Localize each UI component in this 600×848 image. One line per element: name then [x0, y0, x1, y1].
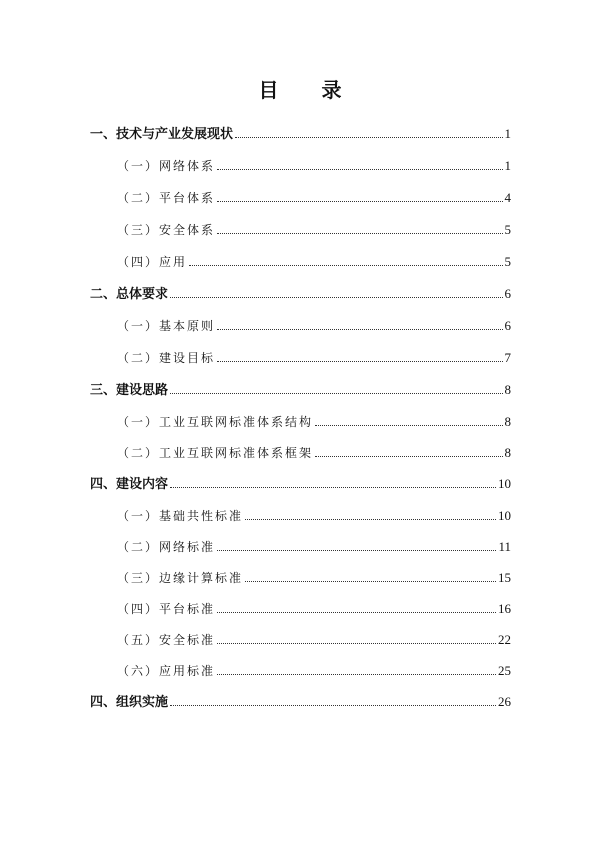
- toc-entry-page: 7: [504, 350, 511, 365]
- toc-entry[interactable]: [0, 628, 600, 648]
- dot-leader: [245, 580, 496, 582]
- toc-entry-page: 26: [498, 694, 511, 709]
- toc-entry[interactable]: [0, 154, 600, 174]
- toc-entry[interactable]: [0, 186, 600, 206]
- toc-entry[interactable]: [0, 378, 600, 398]
- toc-entry-label: （二）建设目标: [117, 351, 216, 365]
- dot-leader: [315, 424, 502, 426]
- toc-entry[interactable]: [0, 441, 600, 461]
- toc-entry-page: 5: [504, 254, 511, 269]
- toc-entry[interactable]: [0, 597, 600, 617]
- toc-entry-page: 8: [504, 445, 511, 460]
- dot-leader: [170, 296, 502, 298]
- toc-entry-label: （一）网络体系: [117, 159, 216, 173]
- toc-entry-page: 25: [498, 663, 511, 678]
- dot-leader: [170, 486, 496, 488]
- toc-entry[interactable]: [0, 346, 600, 366]
- toc-entry-page: 22: [498, 632, 511, 647]
- dot-leader: [245, 518, 496, 520]
- dot-leader: [217, 200, 502, 202]
- dot-leader: [217, 168, 502, 170]
- toc-entry-label: （二）工业互联网标准体系框架: [117, 446, 314, 460]
- toc-entry-label: （二）网络标准: [117, 540, 216, 554]
- toc-entry-label: 四、建设内容: [90, 477, 169, 492]
- toc-entry-label: （一）基础共性标准: [117, 509, 244, 523]
- toc-entry[interactable]: [0, 282, 600, 302]
- toc-entry-label: （二）平台体系: [117, 191, 216, 205]
- dot-leader: [170, 704, 496, 706]
- toc-entry-page: 1: [504, 126, 511, 141]
- toc-entry-label: 二、总体要求: [90, 287, 169, 302]
- dot-leader: [217, 328, 502, 330]
- toc-entry-page: 1: [504, 158, 511, 173]
- toc-entry-label: 三、建设思路: [90, 383, 169, 398]
- toc-entry-page: 6: [504, 318, 511, 333]
- toc-entry-page: 16: [498, 601, 511, 616]
- page-title: 目 录: [258, 78, 360, 102]
- dot-leader: [235, 136, 502, 138]
- toc-entry[interactable]: [0, 250, 600, 270]
- toc-entry-label: （三）安全体系: [117, 223, 216, 237]
- toc-entry-label: （五）安全标准: [117, 633, 216, 647]
- toc-entry-page: 5: [504, 222, 511, 237]
- toc-entry-page: 15: [498, 570, 511, 585]
- toc-entry-page: 8: [504, 382, 511, 397]
- toc-entry-page: 6: [504, 286, 511, 301]
- toc-entry[interactable]: [0, 472, 600, 492]
- toc-entry-page: 10: [498, 476, 511, 491]
- toc-entry[interactable]: [0, 122, 600, 142]
- toc-entry[interactable]: [0, 535, 600, 555]
- toc-entry-label: （四）平台标准: [117, 602, 216, 616]
- toc-entry[interactable]: [0, 659, 600, 679]
- toc-entry[interactable]: [0, 504, 600, 524]
- dot-leader: [217, 642, 496, 644]
- toc-entry-label: （六）应用标准: [117, 664, 216, 678]
- dot-leader: [217, 549, 496, 551]
- dot-leader: [217, 611, 496, 613]
- dot-leader: [189, 264, 502, 266]
- dot-leader: [217, 232, 502, 234]
- toc-entry-label: （三）边缘计算标准: [117, 571, 244, 585]
- toc-entry[interactable]: [0, 410, 600, 430]
- dot-leader: [217, 673, 496, 675]
- toc-entry[interactable]: [0, 690, 600, 710]
- toc-entry-label: （一）基本原则: [117, 319, 216, 333]
- toc-entry-label: （一）工业互联网标准体系结构: [117, 415, 314, 429]
- toc-entry[interactable]: [0, 314, 600, 334]
- dot-leader: [170, 392, 502, 394]
- toc-entry-page: 11: [498, 539, 511, 554]
- toc-entry-page: 8: [504, 414, 511, 429]
- toc-entry-label: （四）应用: [117, 255, 188, 269]
- toc-entry[interactable]: [0, 218, 600, 238]
- toc-entry-page: 4: [504, 190, 511, 205]
- dot-leader: [217, 360, 502, 362]
- toc-entry-label: 一、技术与产业发展现状: [90, 127, 234, 142]
- dot-leader: [315, 455, 502, 457]
- toc-entry-page: 10: [498, 508, 511, 523]
- toc-entry-label: 四、组织实施: [90, 695, 169, 710]
- toc-entry[interactable]: [0, 566, 600, 586]
